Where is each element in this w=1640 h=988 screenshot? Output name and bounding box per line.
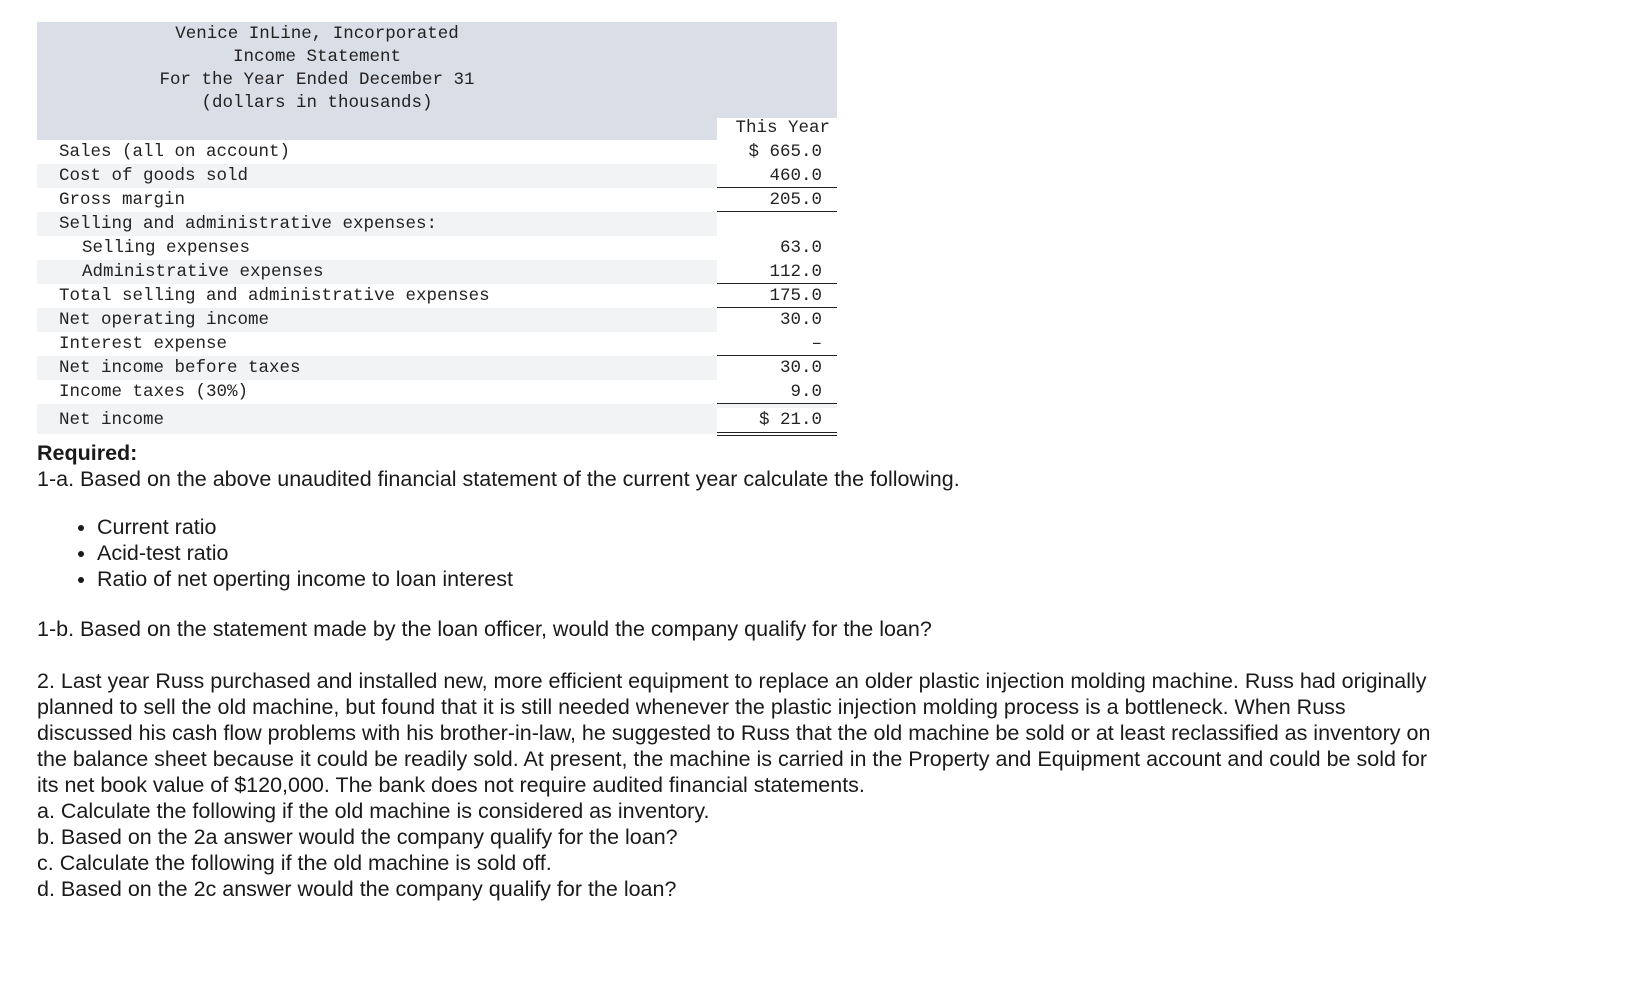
row-value: – xyxy=(811,334,822,354)
table-row xyxy=(37,260,837,284)
statement-period: For the Year Ended December 31 xyxy=(159,70,475,90)
row-value: 9.0 xyxy=(790,382,822,402)
row-label: Net operating income xyxy=(59,310,270,330)
row-value-cell xyxy=(717,284,837,308)
statement-header xyxy=(37,22,837,140)
row-value-cell xyxy=(717,164,837,188)
row-value: 30.0 xyxy=(779,358,822,378)
income-statement-table xyxy=(37,22,837,434)
column-header-cell xyxy=(717,118,837,140)
table-row xyxy=(37,236,837,260)
column-header: This Year xyxy=(735,118,830,138)
table-row xyxy=(37,404,837,434)
row-label: Cost of goods sold xyxy=(59,166,249,186)
list-item: • Ratio of net operting income to loan interest xyxy=(97,566,1597,592)
table-row xyxy=(37,140,837,164)
company-name: Venice InLine, Incorporated xyxy=(175,24,459,44)
row-value-cell xyxy=(717,380,837,404)
statement-units: (dollars in thousands) xyxy=(201,93,433,113)
row-value-cell xyxy=(717,188,837,212)
table-row xyxy=(37,308,837,332)
statement-title: Income Statement xyxy=(232,47,402,67)
question-2c: c. Calculate the following if the old machine is sold off. xyxy=(37,851,552,875)
row-label: Total selling and administrative expenses xyxy=(59,286,490,306)
table-row xyxy=(37,332,837,356)
statement-titles xyxy=(77,23,557,115)
question-text xyxy=(37,440,1597,902)
ratio-list xyxy=(37,514,1597,592)
row-value: $ 21.0 xyxy=(758,410,822,430)
row-value: $ 665.0 xyxy=(748,142,822,162)
row-value-cell xyxy=(717,236,837,260)
row-label: Net income before taxes xyxy=(59,358,301,378)
table-row xyxy=(37,164,837,188)
row-value-cell xyxy=(717,308,837,332)
question-2a: a. Calculate the following if the old machine is considered as inventory. xyxy=(37,799,710,823)
required-heading: Required: xyxy=(37,441,138,465)
row-value: 205.0 xyxy=(769,190,822,210)
table-row xyxy=(37,356,837,380)
row-value-cell xyxy=(717,408,837,436)
question-1a: 1-a. Based on the above unaudited financial statement of the current year calculate the following. xyxy=(37,467,960,491)
row-label: Selling expenses xyxy=(82,238,251,258)
row-value: 175.0 xyxy=(769,286,822,306)
row-label: Administrative expenses xyxy=(82,262,324,282)
list-item: • Acid-test ratio xyxy=(97,540,1597,566)
row-label: Gross margin xyxy=(59,190,186,210)
row-value: 63.0 xyxy=(779,238,822,258)
row-value: 112.0 xyxy=(769,262,822,282)
question-2b: b. Based on the 2a answer would the company qualify for the loan? xyxy=(37,825,678,849)
question-2: 2. Last year Russ purchased and installed new, more efficient equipment to replace an older plastic injection molding machine. Russ had originally planned to sell the old machine, but found that it is still needed whenever the plastic injection molding process is a bottleneck. When Russ discussed his cash flow problems with his brother-in-law, he suggested to Russ that the old machine be sold or at least reclassified as inventory on the balance sheet because it could be readily sold. At present, the machine is carried in the Property and Equipment account and could be sold for its net book value of $120,000. The bank does not require audited financial statements. xyxy=(37,669,1431,797)
table-row xyxy=(37,284,837,308)
row-label: Income taxes (30%) xyxy=(59,382,249,402)
table-row xyxy=(37,212,837,236)
row-value-cell xyxy=(717,356,837,380)
question-2d: d. Based on the 2c answer would the company qualify for the loan? xyxy=(37,877,677,901)
row-value-cell xyxy=(717,332,837,356)
row-label: Sales (all on account) xyxy=(59,142,291,162)
row-label: Selling and administrative expenses: xyxy=(59,214,438,234)
question-1b: 1-b. Based on the statement made by the loan officer, would the company qualify for the loan? xyxy=(37,617,932,641)
row-value-cell xyxy=(717,260,837,284)
row-value: 30.0 xyxy=(779,310,822,330)
table-row xyxy=(37,380,837,404)
row-value-cell xyxy=(717,212,837,236)
list-item: • Current ratio xyxy=(97,514,1597,540)
row-value: 460.0 xyxy=(769,166,822,186)
row-label: Interest expense xyxy=(59,334,228,354)
row-label: Net income xyxy=(59,410,165,430)
table-row xyxy=(37,188,837,212)
row-value-cell xyxy=(717,140,837,164)
